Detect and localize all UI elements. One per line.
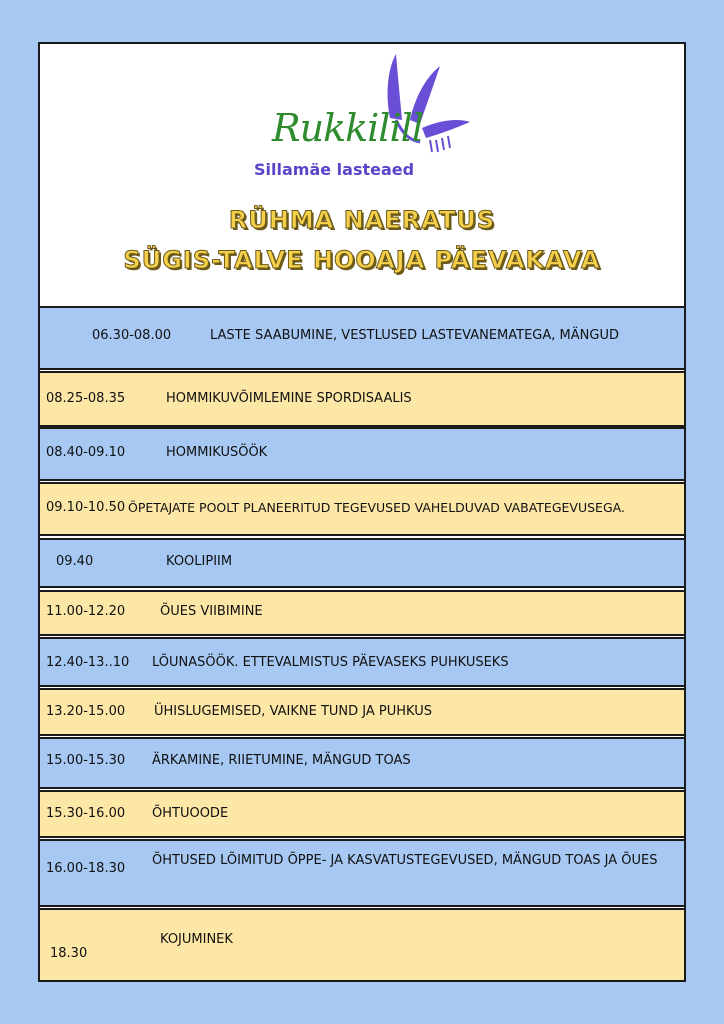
schedule-time: 16.00-18.30 xyxy=(46,861,126,876)
schedule-activity: ÜHISLUGEMISED, VAIKNE TUND JA PUHKUS xyxy=(154,704,432,719)
schedule-activity: ÕHTUSED LÕIMITUD ÕPPE- JA KASVATUSTEGEVUSED, MÄNGUD TOAS JA ÕUES xyxy=(152,853,658,868)
schedule-activity: KOJUMINEK xyxy=(160,932,233,947)
schedule-time: 08.25-08.35 xyxy=(46,391,126,406)
schedule-row xyxy=(38,908,686,982)
schedule-row xyxy=(38,790,686,838)
schedule-activity: LASTE SAABUMINE, VESTLUSED LASTEVANEMATEGA, MÄNGUD xyxy=(210,328,619,343)
schedule-activity: HOMMIKUSÖÖK xyxy=(166,445,268,460)
schedule-row xyxy=(38,737,686,789)
schedule-row xyxy=(38,482,686,536)
logo-wordmark: Rukkilill xyxy=(272,106,423,150)
schedule-time: 12.40-13..10 xyxy=(46,655,130,670)
schedule-activity: ÄRKAMINE, RIIETUMINE, MÄNGUD TOAS xyxy=(152,753,411,768)
schedule-row xyxy=(38,590,686,636)
schedule-row xyxy=(38,538,686,588)
logo-subtitle: Sillamäe lasteaed xyxy=(254,160,415,179)
schedule-time: 09.40 xyxy=(56,554,94,569)
schedule-time: 09.10-10.50 xyxy=(46,500,126,515)
page-title-line1: RÜHMA NAERATUS xyxy=(228,206,496,234)
schedule-activity: KOOLIPIIM xyxy=(166,554,233,569)
schedule-activity: HOMMIKUVÕIMLEMINE SPORDISAALIS xyxy=(166,391,412,406)
schedule-row xyxy=(38,688,686,736)
schedule-row xyxy=(38,427,686,481)
schedule-row xyxy=(38,306,686,370)
schedule-time: 11.00-12.20 xyxy=(46,604,126,619)
schedule-time: 06.30-08.00 xyxy=(92,328,172,343)
schedule-time: 15.30-16.00 xyxy=(46,806,126,821)
schedule-time: 18.30 xyxy=(50,946,88,961)
schedule-row xyxy=(38,839,686,907)
schedule-activity: ÕPETAJATE POOLT PLANEERITUD TEGEVUSED VAHELDUVAD VABATEGEVUSEGA. xyxy=(128,500,625,515)
header xyxy=(40,44,684,306)
schedule-activity: ÕUES VIIBIMINE xyxy=(160,604,263,619)
page-title-line2: SÜGIS-TALVE HOOAJA PÄEVAKAVA xyxy=(123,246,601,274)
schedule-row xyxy=(38,371,686,427)
schedule-row xyxy=(38,637,686,687)
schedule-time: 08.40-09.10 xyxy=(46,445,126,460)
schedule-time: 15.00-15.30 xyxy=(46,753,126,768)
schedule-activity: ÕHTUOODE xyxy=(152,806,229,821)
schedule-time: 13.20-15.00 xyxy=(46,704,126,719)
schedule-activity: LÕUNASÖÖK. ETTEVALMISTUS PÄEVASEKS PUHKUSEKS xyxy=(152,655,509,670)
